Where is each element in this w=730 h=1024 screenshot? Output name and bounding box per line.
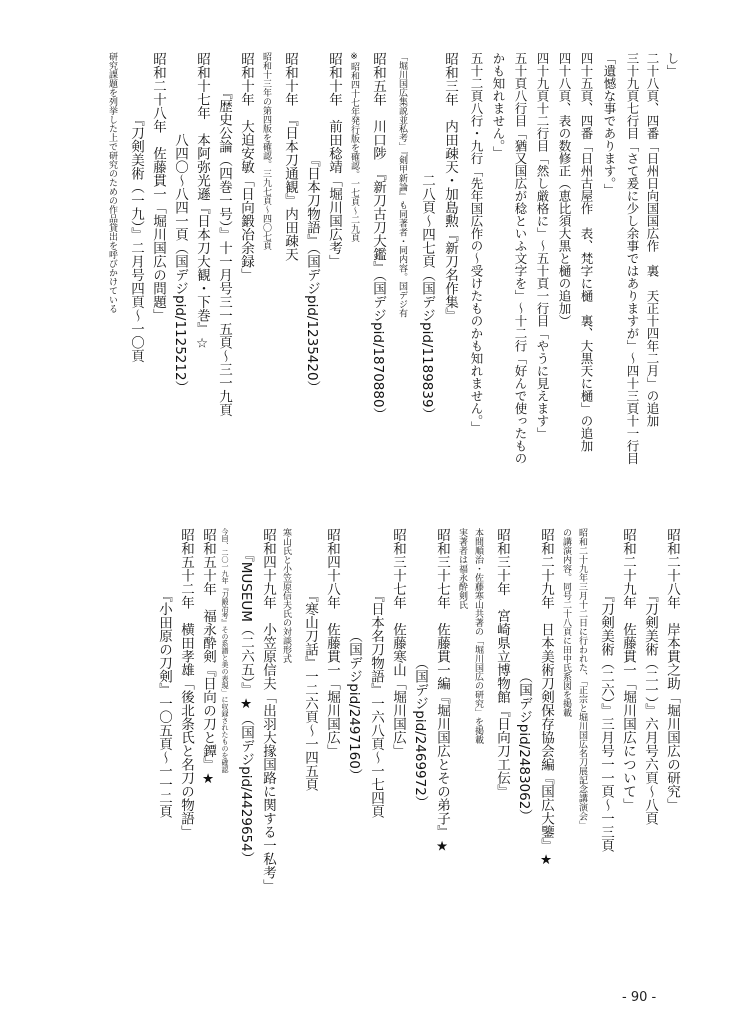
text-column: （国デジpid/2497160） (346, 528, 362, 783)
text-column: 四十八頁、表の数修正（恵比須大黒と樋の追加） (557, 52, 572, 327)
text-column: 『刀剣美術（一九）』二月号四頁～一〇頁 (128, 52, 144, 363)
text-column: 『小田原の刀剣』一〇五頁～一一二頁 (156, 528, 172, 819)
text-column: 昭和五年 川口陟 『新刀古刀大鑑』（国デジpid/1870880） (370, 52, 386, 422)
top-text-block (96, 52, 678, 520)
text-column: 『日本名刀物語』一六八頁～一七四頁 (368, 528, 384, 819)
text-column: 昭和二十八年 佐藤貫一「堀川国広の問題」 (150, 52, 166, 322)
text-column: 昭和四十九年 小笠原信夫「出羽大掾国路に関する一私考」 (260, 528, 276, 893)
text-column: 「遺憾な事であります。」 (602, 52, 617, 196)
text-column: 『日本刀物語』（国デジpid/1235420） (304, 52, 320, 395)
text-column: かも知れません。」 (491, 52, 506, 159)
text-column: 昭和四十八年 佐藤貫一「堀川国広」 (324, 528, 340, 758)
text-column: 寒山氏と小笠原信夫氏の対談形式 (281, 528, 291, 663)
text-column: 『刀剣美術（二六）』三月号一一頁～一三頁 (598, 528, 614, 852)
text-column: し」 (665, 52, 680, 77)
text-column: 研究課題を列挙した上で研究のための作品貸出を呼びかけている (107, 52, 117, 313)
text-column: 『刀剣美術（二一）』六月号六頁～八頁 (642, 528, 658, 825)
text-column: 昭和十三年の第四版を確認。三九七頁～四〇七頁 (261, 52, 271, 250)
text-column: 昭和三十七年 佐藤寒山「堀川国広」 (390, 528, 406, 758)
text-column: 昭和三年 内田疎天・加島勲『新刀名作集』 (442, 52, 458, 322)
text-column: （国デジpid/2469972） (412, 528, 428, 810)
text-column: 五十二頁八行・九行「先年国広作の～受けたものかも知れません。」 (469, 52, 484, 434)
text-column: 二十八頁、四番「日州日向国国広作 裏 天正十四年二月」の追加 (645, 52, 660, 427)
text-column: 『寒山刀話』一二六頁～一四五頁 (302, 528, 318, 792)
text-column: 今回、二〇一九年『刀鍛冶考』その系譜と美の表現」に収録されたものを確認 (221, 528, 229, 773)
text-column: 三十九頁七行目「さて爰に少し余事ではありますが」～四十三頁十一行目 (625, 52, 640, 465)
text-column: 昭和五十二年 横田孝雄「後北条氏と名刀の物語」 (178, 528, 194, 839)
text-column: 「堀川国広集説並私考」『剣甲新論』も同著者・同内容。国デジ有 (397, 52, 407, 318)
text-column: 実著者は福永酔剣氏 (457, 528, 467, 609)
text-column: 昭和二十八年 岸本貫之助「堀川国広の研究」 (664, 528, 680, 812)
text-column: 本間順治・佐藤寒山共著の「堀川国広の研究」を掲載 (473, 528, 483, 744)
text-column: 昭和二十九年三月十二日に行われた、「正宗と堀川国広名刀展記念講演会」 (577, 528, 587, 830)
text-column: ※昭和四十七年発行版を確認。一七頁～二九頁 (349, 52, 359, 242)
page-number: - 90 - (622, 990, 657, 1005)
text-column: 昭和十年 前田稔靖「堀川国広考」 (326, 52, 342, 268)
text-column: 八四〇～八四一頁（国デジpid/1125212） (172, 52, 188, 395)
bottom-text-block (140, 528, 678, 968)
text-column: 二八頁～四七頁（国デジpid/1189839） (419, 52, 435, 422)
text-column: 四十五頁、四番「日州古屋作 表、梵字に樋 裏、大黒天に樋」の追加 (579, 52, 594, 452)
text-column: 昭和十年 『日本刀通観』内田疎天 (282, 52, 298, 262)
text-column: 五十頁八行目「猶又国広が稔といふ文字を」～十二行「好んで使ったもの (513, 52, 528, 465)
text-column: 『歴史公論（四巻一号）』十一月号三一五頁～三一九頁 (216, 52, 232, 417)
text-column: 昭和十七年 本阿弥光遜『日本刀大観・下巻』☆ (194, 52, 210, 352)
text-column: 昭和十年 大迫安敏「日向鍛冶余録」 (238, 52, 254, 282)
text-column: 昭和三十七年 佐藤貫一編『堀川国広とその弟子』★ (434, 528, 450, 855)
text-column: 昭和三十年 宮崎県立博物館『日向刀工伝』 (494, 528, 510, 798)
text-column: 昭和二十九年 佐藤貫一「堀川国広について」 (620, 528, 636, 812)
text-column: 『MUSEUM（二六五）』★（国デジpid/4429654） (238, 528, 254, 866)
text-column: 昭和二十九年 日本美術刀剣保存協会編『国広大鑒』★ (538, 528, 554, 868)
text-column: （国デジpid/2483062） (516, 528, 532, 823)
text-column: 昭和五十年 福永酔剣『日向の刀と鐔』★ (200, 528, 216, 787)
text-column: 四十九頁十二行目「然し厳格に」～五十頁一行目「やうに見えます」 (535, 52, 550, 440)
text-column: の講演内容。同号二十八頁に田中氏系図を掲載 (561, 528, 571, 717)
